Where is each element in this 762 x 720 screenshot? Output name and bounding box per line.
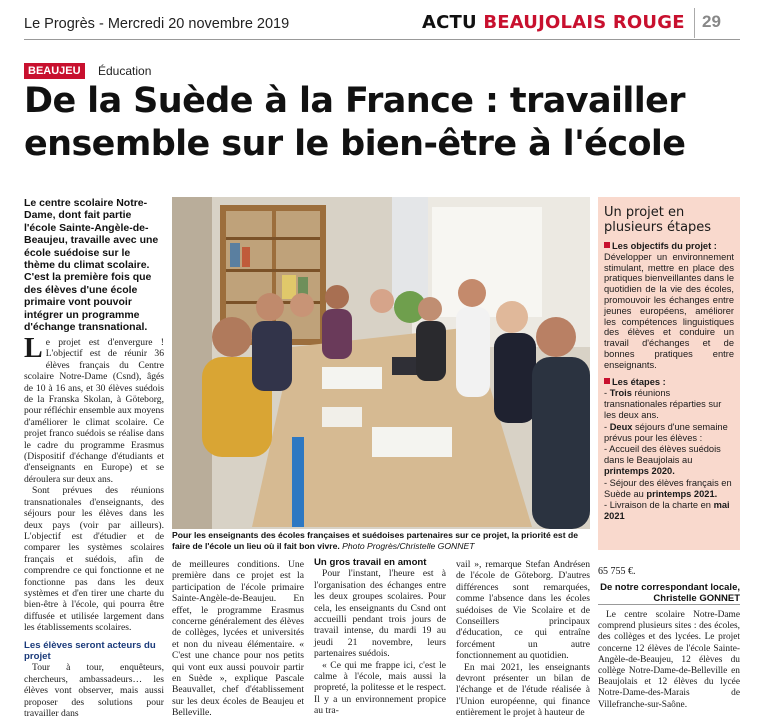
article-column-3 — [314, 557, 446, 717]
step-text: séjours d'une semaine prévus pour les élèves : — [604, 421, 728, 443]
kicker-topic: Éducation — [98, 64, 152, 78]
project-steps-box — [598, 197, 740, 550]
step-text: - Accueil des élèves suédois dans le Beaujolais au — [604, 444, 721, 466]
steps-heading-text: Les étapes : — [612, 376, 666, 387]
paragraph: Tour à tour, enquêteurs, chercheurs, ambassadeurs… les élèves vont observer, mais aussi proposer des solutions pour travailler dans — [24, 662, 164, 719]
photo-credit: Photo Progrès/Christelle GONNET — [342, 540, 475, 551]
section-title — [422, 12, 685, 33]
caption-text: Pour les enseignants des écoles françaises et suédoises partenaires sur ce projet, la priorité est de faire de l'école un lieu où il fait bon vivre. — [172, 530, 578, 551]
header-rule — [24, 39, 740, 40]
sidebox-title: Un projet en plusieurs étapes — [604, 205, 712, 235]
newspaper-date: Le Progrès - Mercredi 20 novembre 2019 — [24, 16, 290, 32]
paragraph: Le centre scolaire Notre-Dame comprend plusieurs sites : des écoles, des collèges et des lycées. Le projet concerne 12 élèves de l'école Sainte-Angèle-de-Beaujeu, 12 élèves du collège Notre-Dame-de-Belleville en Beaujolais et 12 élèves du lycée Notre-Dame-des-Marais de Villefranche-sur-Saône. — [598, 610, 740, 710]
paragraph-text: e projet est d'envergure ! L'objectif est de réunir 36 élèves français du Centre scolaire Notre-Dame (Csnd), âgés de 10 à 16 ans, et 30 élèves suédois de la Franska Skolan, à Göteborg, pour réfléchir ensemble aux moyens d'améliorer le climat scolaire. Ce projet franco suédois se réalise dans le cadre du programme Erasmus (Dispositif d'échange d'étudiants et d'enseignants en Europe) et se déroulera sur deux ans. — [24, 337, 164, 485]
article-lead: Le centre scolaire Notre-Dame, dont fait partie l'école Sainte-Angèle-de-Beaujeu, travaille avec une école suédoise sur le thème du climat scolaire. C'est la première fois que des élèves d'une école primaire vont pouvoir intégrer un programme d'échange transnational. — [24, 197, 159, 334]
drop-cap: L — [24, 333, 43, 364]
page-header — [0, 0, 762, 40]
step-item: - Trois réunions transnationales réparties sur les deux ans. — [604, 388, 722, 420]
objectives-heading — [604, 241, 734, 252]
step-text: réunions transnationales réparties sur les deux ans. — [604, 388, 722, 420]
step-bold: printemps 2021. — [646, 488, 718, 499]
school-info-box — [598, 610, 740, 711]
article-title: De la Suède à la France : travailler ensemble sur le bien-être à l'école — [24, 81, 686, 164]
step-text: - Séjour des élèves français en Suède au — [604, 477, 732, 499]
objectives-heading-text: Les objectifs du projet : — [612, 241, 717, 251]
objectives-text: Développer un environnement stimulant, mettre en place des pratiques bienveillantes dans le quotidien de la vie des écoles, promouvoir les échanges entre jeunes européens, améliorer les compétences linguistiques des élèves et conduire un travail d'échanges et de bonnes pratiques entre enseignants. — [604, 251, 734, 370]
subhead: Un gros travail en amont — [314, 557, 427, 568]
bullet-square-icon — [604, 242, 610, 248]
article-column-4 — [456, 559, 590, 719]
article-column-1 — [24, 333, 164, 719]
steps-heading — [604, 377, 734, 388]
step-bold: Trois — [609, 388, 632, 399]
paragraph: vail », remarque Stefan Andrésen de l'école de Göteborg. D'autres différences sont remarquées, comme l'absence dans les écoles suédoises de Vie Scolaire et de Conseillers principaux d'éducation, ce qui entraîne forcément un autre fonctionnement au quotidien. — [456, 559, 590, 662]
article-column-2 — [172, 559, 304, 719]
correspondent-name: Christelle GONNET — [653, 593, 740, 604]
kicker-town: BEAUJEU — [24, 63, 85, 79]
photo-caption — [172, 530, 590, 551]
correspondent-signature — [598, 582, 740, 604]
subhead: Les élèves seront acteurs du projet — [24, 639, 156, 662]
project-cost: 65 755 €. — [598, 566, 636, 577]
paragraph: de meilleures conditions. Une première dans ce projet est la participation de l'école primaire Sainte-Angèle-de-Beaujeu. En effet, le programme Erasmus concerne généralement des élèves de collèges, lycées et universités et non du niveau élémentaire. « C'est une chance pour nos petits qui vont eux aussi pouvoir partir en Suède », explique Pascale Beauvallet, chef d'établissement sur les deux écoles de Beaujeu et Belleville. — [172, 559, 304, 719]
paragraph: En mai 2021, les enseignants devront présenter un bilan de l'échange et de l'étude réalisée à l'Union européenne, qui finance entièrement le projet à hauteur de — [456, 661, 590, 719]
paragraph: « Ce qui me frappe ici, c'est le calme à l'école, mais aussi la propreté, la politesse et le respect. Il y a un environnement propice au tra- — [314, 659, 446, 717]
step-item — [604, 478, 734, 500]
page-number: 29 — [702, 12, 721, 31]
section-name: BEAUJOLAIS ROUGE — [483, 12, 685, 33]
step-item: - Livraison de la charte en mai 2021 — [604, 500, 730, 522]
step-bold: mai 2021 — [604, 500, 730, 522]
article-photo — [172, 197, 590, 529]
paragraph: Pour l'instant, l'heure est à l'organisation des échanges entre les deux groupes scolaires. Pour cela, les enseignants du Csnd ont accueilli pendant trois jours de travail intense, du mardi 19 au jeudi 21 novembre, leurs partenaires suédois. — [314, 568, 446, 660]
step-item: - Deux séjours d'une semaine prévus pour les élèves : — [604, 421, 728, 443]
step-bold: printemps 2020. — [604, 465, 675, 476]
correspondent-line: De notre correspondant locale, — [600, 582, 740, 593]
paragraph — [24, 333, 164, 485]
photo-illustration — [172, 197, 590, 529]
divider — [598, 604, 740, 605]
paragraph: Sont prévues des réunions transnationales d'enseignants, des séjours pour les élèves dans les deux pays (voir par ailleurs). L'objectif est d'étudier et de comparer les systèmes scolaires français et suédois, afin de comprendre ce qui fonctionne et ne fonctionne pas dans les deux systèmes et d'en tirer une charte du bien-être à l'école, qui pourra être diffusée et utilisée largement dans les établissements scolaires. — [24, 485, 164, 634]
section-prefix: ACTU — [422, 12, 477, 33]
step-item — [604, 444, 734, 476]
step-bold: Deux — [609, 421, 633, 432]
step-text: Livraison de la charte en — [609, 500, 711, 511]
bullet-square-icon — [604, 378, 610, 384]
